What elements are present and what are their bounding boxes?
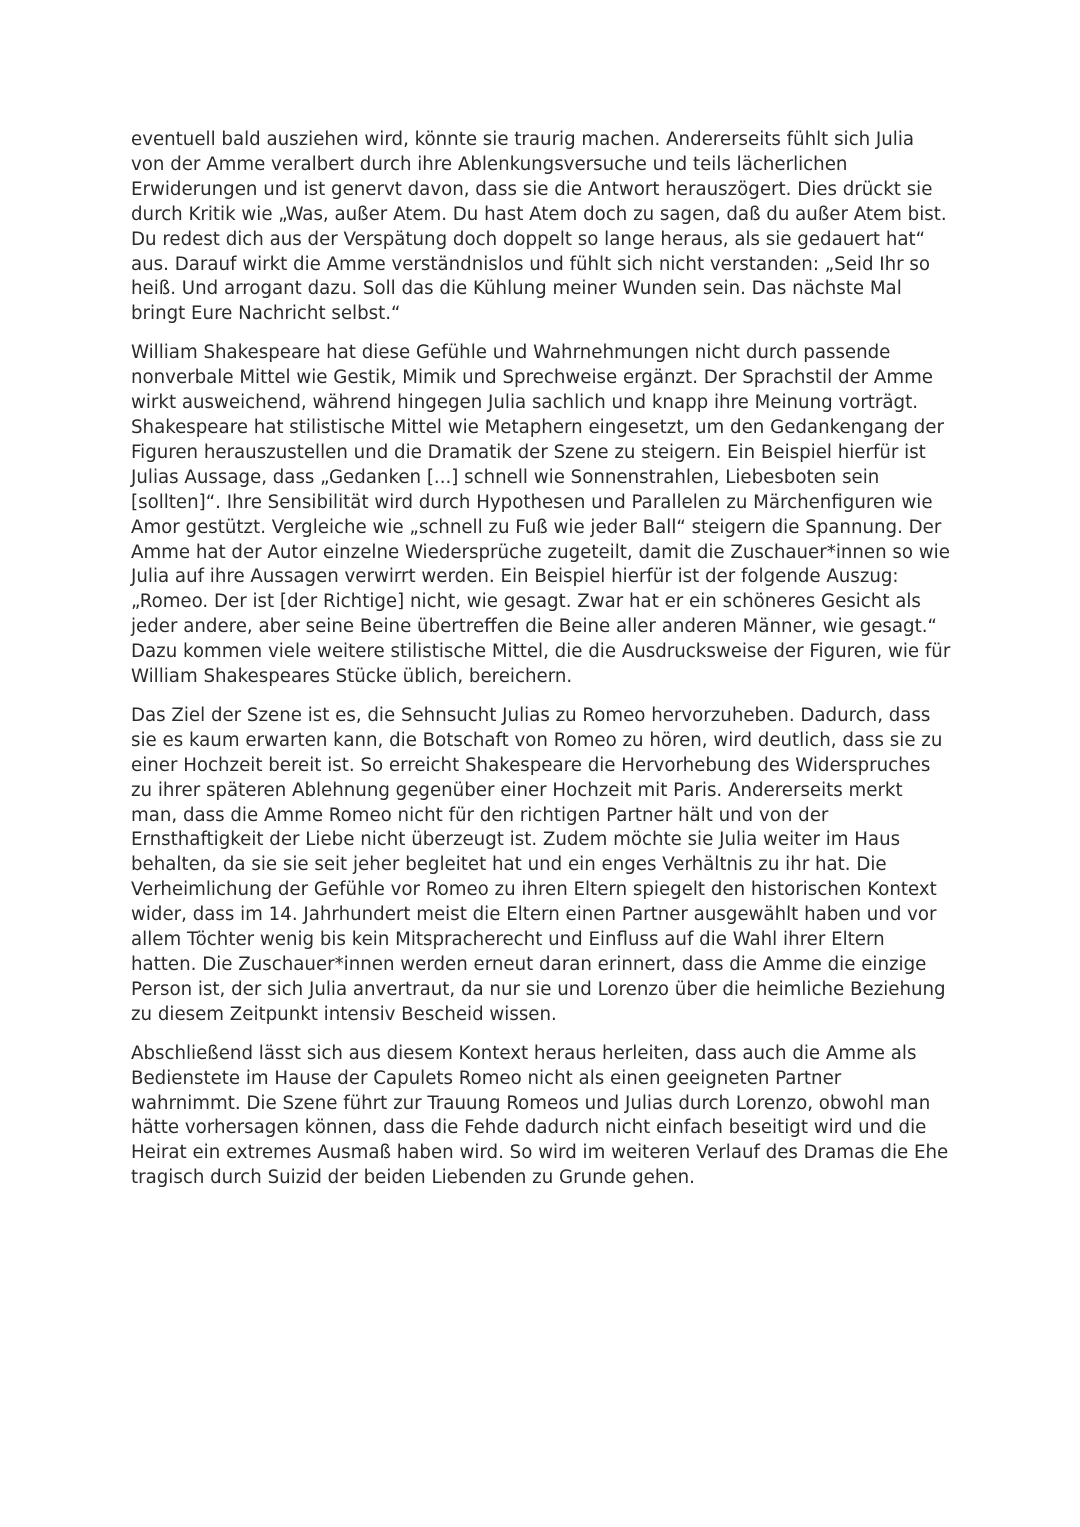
- paragraph-4: Abschließend lässt sich aus diesem Kontext heraus herleiten, dass auch die Amme als Bedienstete im Hause der Capulets Romeo nicht als einen geeigneten Partner wahrnimmt. Die Szene führt zur Trauung Romeos und Julias durch Lorenzo, obwohl man hätte vorhersagen können, dass die Fehde dadurch nicht einfach beseitigt wird und die Heirat ein extremes Ausmaß haben wird. So wird im weiteren Verlauf des Dramas die Ehe tragisch durch Suizid der beiden Liebenden zu Grunde gehen.: [131, 1042, 949, 1189]
- paragraph-2: William Shakespeare hat diese Gefühle und Wahrnehmungen nicht durch passende nonverbale Mittel wie Gestik, Mimik und Sprechweise ergänzt. Der Sprachstil der Amme wirkt ausweichend, während hingegen Julia sachlich und knapp ihre Meinung vorträgt. Shakespeare hat stilistische Mittel wie Metaphern eingesetzt, um den Gedankengang der Figuren herauszustellen und die Dramatik der Szene zu steigern. Ein Beispiel hierfür ist Julias Aussage, dass „Gedanken [...] schnell wie Sonnenstrahlen, Liebesboten sein [sollten]“. Ihre Sensibilität wird durch Hypothesen und Parallelen zu Märchenfiguren wie Amor gestützt. Vergleiche wie „schnell zu Fuß wie jeder Ball“ steigern die Spannung. Der Amme hat der Autor einzelne Wiedersprüche zugeteilt, damit die Zuschauer*innen so wie Julia auf ihre Aussagen verwirrt werden. Ein Beispiel hierfür ist der folgende Auszug: „Romeo. Der ist [der Richtige] nicht, wie gesagt. Zwar hat er ein schöneres Gesicht als jeder andere, aber seine Beine übertreffen die Beine aller anderen Männer, wie gesagt.“ Dazu kommen viele weitere stilistische Mittel, die die Ausdrucksweise der Figuren, wie für William Shakespeares Stücke üblich, bereichern.: [131, 342, 951, 688]
- document-page: [131, 128, 953, 1205]
- paragraph-1: eventuell bald ausziehen wird, könnte sie traurig machen. Andererseits fühlt sich Julia von der Amme veralbert durch ihre Ablenkungsversuche und teils lächerlichen Erwiderungen und ist genervt davon, dass sie die Antwort herauszögert. Dies drückt sie durch Kritik wie „Was, außer Atem. Du hast Atem doch zu sagen, daß du außer Atem bist. Du redest dich aus der Verspätung doch doppelt so lange heraus, als sie gedauert hat“ aus. Darauf wirkt die Amme verständnislos und fühlt sich nicht verstanden: „Seid Ihr so heiß. Und arrogant dazu. Soll das die Kühlung meiner Wunden sein. Das nächste Mal bringt Eure Nachricht selbst.“: [131, 129, 947, 325]
- paragraph-3: Das Ziel der Szene ist es, die Sehnsucht Julias zu Romeo hervorzuheben. Dadurch, dass sie es kaum erwarten kann, die Botschaft von Romeo zu hören, wird deutlich, dass sie zu einer Hochzeit bereit ist. So erreicht Shakespeare die Hervorhebung des Widerspruches zu ihrer späteren Ablehnung gegenüber einer Hochzeit mit Paris. Andererseits merkt man, dass die Amme Romeo nicht für den richtigen Partner hält und von der Ernsthaftigkeit der Liebe nicht überzeugt ist. Zudem möchte sie Julia weiter im Haus behalten, da sie sie seit jeher begleitet hat und ein enges Verhältnis zu ihr hat. Die Verheimlichung der Gefühle vor Romeo zu ihren Eltern spiegelt den historischen Kontext wider, dass im 14. Jahrhundert meist die Eltern einen Partner ausgewählt haben und vor allem Töchter wenig bis kein Mitspracherecht und Einfluss auf die Wahl ihrer Eltern hatten. Die Zuschauer*innen werden erneut daran erinnert, dass die Amme die einzige Person ist, der sich Julia anvertraut, da nur sie und Lorenzo über die heimliche Beziehung zu diesem Zeitpunkt intensiv Bescheid wissen.: [131, 704, 946, 1025]
